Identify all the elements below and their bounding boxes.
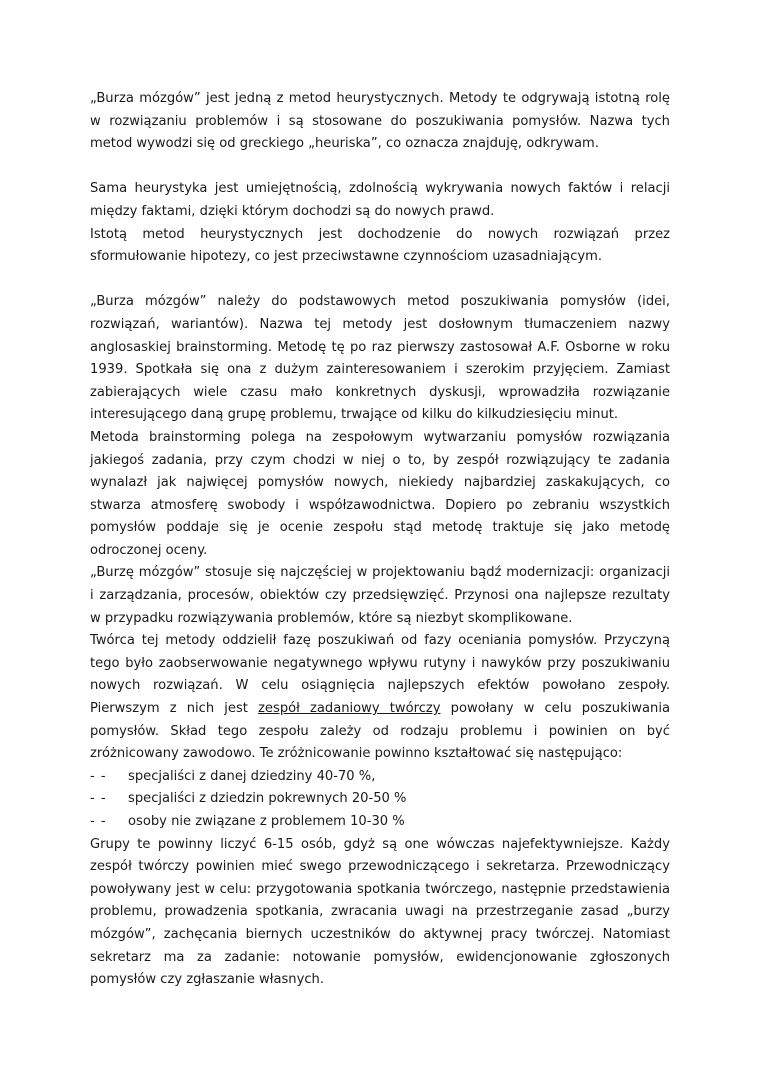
paragraph-intro: „Burza mózgów” jest jedną z metod heurystycznych. Metody te odgrywają istotną rolę w rozwiązaniu problemów i są stosowane do poszukiwania pomysłów. Nazwa tych metod wywodzi się od greckiego „heuriska”, co oznacza znajduję, odkrywam. xyxy=(90,91,670,152)
underlined-term: zespół zadaniowy twórczy xyxy=(258,701,441,717)
paragraph-spacer xyxy=(90,269,670,292)
list-bullet: - - xyxy=(90,791,107,807)
paragraph-heuristic-methods: Istotą metod heurystycznych jest dochodzenie do nowych rozwiązań przez sformułowanie hipotezy, co jest przeciwstawne czynnościom uzasadniającym. xyxy=(90,226,670,265)
document-body xyxy=(90,88,670,992)
paragraph-applications: „Burzę mózgów” stosuje się najczęściej w projektowaniu bądź modernizacji: organizacji i zarządzania, procesów, obiektów czy przedsięwzięć. Przynosi ona najlepsze rezultaty w przypadku rozwiązywania problemów, które są niezbyt skomplikowane. xyxy=(90,565,670,626)
teams-text-before: Twórca tej metody oddzielił fazę poszukiwań od fazy oceniania pomysłów. Przyczyną tego było zaobserwowanie negatywnego wpływu rutyny i nawyków przy poszukiwaniu nowych rozwiązań. W celu osiągnięcia najlepszych efektów powołano zespoły. Pierwszym z nich jest xyxy=(90,633,670,717)
paragraph-brainstorming-origin: „Burza mózgów” należy do podstawowych metod poszukiwania pomysłów (idei, rozwiązań, wariantów). Nazwa tej metody jest dosłownym tłumaczeniem nazwy anglosaskiej brainstorming. Metodę tę po raz pierwszy zastosował A.F. Osborne w roku 1939. Spotkała się ona z dużym zainteresowaniem i szerokim przyjęciem. Zamiast zabierających wiele czasu mało konkretnych dyskusji, wprowadziła rozwiązanie interesującego daną grupę problemu, trwające od kilku do kilkudziesięciu minut. xyxy=(90,294,670,423)
list-item-text: specjaliści z dziedzin pokrewnych 20-50 % xyxy=(128,791,407,807)
list-item-text: osoby nie związane z problemem 10-30 % xyxy=(128,814,405,829)
list-item xyxy=(90,766,670,789)
list-item xyxy=(90,811,670,834)
paragraph-spacer xyxy=(90,156,670,179)
teams-text-after: powołany w celu poszukiwania pomysłów. Skład tego zespołu zależy od rodzaju problemu i powinien on być zróżnicowany zawodowo. Te zróżnicowanie powinno kształtować się następująco: xyxy=(90,701,671,762)
paragraph-brainstorming-method: Metoda brainstorming polega na zespołowym wytwarzaniu pomysłów rozwiązania jakiegoś zadania, przy czym chodzi w niej o to, by zespół rozwiązujący te zadania wynalazł jak najwięcej pomysłów nowych, niekiedy najbardziej zaskakujących, co stwarza atmosferę swobody i współzawodnictwa. Dopiero po zebraniu wszystkich pomysłów poddaje się je ocenie zespołu stąd metodę traktuje się jako metodę odroczonej oceny. xyxy=(90,429,670,558)
paragraph-teams xyxy=(90,630,670,766)
list-item xyxy=(90,788,670,811)
list-bullet: - - xyxy=(90,768,107,784)
paragraph-group-roles: Grupy te powinny liczyć 6-15 osób, gdyż są one wówczas najefektywniejsze. Każdy zespół twórczy powinien mieć swego przewodniczącego i sekretarza. Przewodniczący powoływany jest w celu: przygotowania spotkania twórczego, następnie przedstawienia problemu, prowadzenia spotkania, zwracania uwagi na przestrzeganie zasad „burzy mózgów”, zachęcania biernych uczestników do aktywnej pracy twórczej. Natomiast sekretarz ma za zadanie: notowanie pomysłów, ewidencjonowanie zgłoszonych pomysłów czy zgłaszanie własnych. xyxy=(90,836,670,988)
list-bullet: - - xyxy=(90,814,107,829)
composition-list xyxy=(90,766,670,834)
list-item-text: specjaliści z danej dziedziny 40-70 %, xyxy=(128,768,376,784)
paragraph-heuristics: Sama heurystyka jest umiejętnością, zdolnością wykrywania nowych faktów i relacji między faktami, dzięki którym dochodzi są do nowych prawd. xyxy=(90,181,670,219)
